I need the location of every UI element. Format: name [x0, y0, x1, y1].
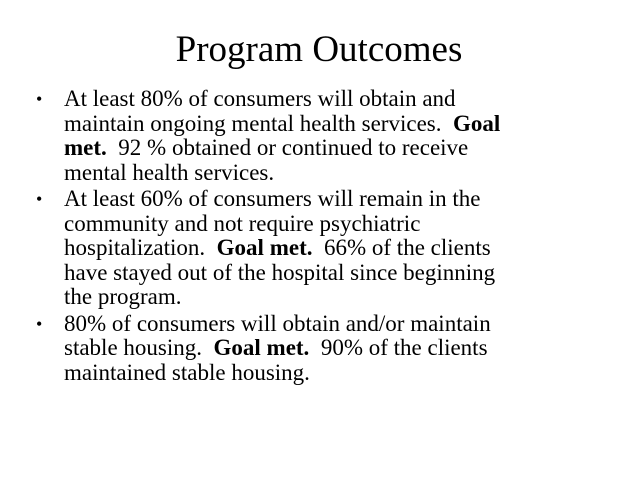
bullet-text: 90% of the clients: [309, 335, 488, 360]
bullet-text: maintained stable housing.: [64, 359, 310, 385]
bullet-text-bold: Goal: [452, 110, 501, 136]
bullet-text: stable housing.: [64, 335, 214, 360]
bullet-line: [64, 87, 616, 112]
bullet-text: 66% of the clients: [312, 235, 491, 260]
bullet-text-bold: Goal met.: [216, 235, 313, 260]
bullet-line: [64, 261, 616, 286]
bullet-text: hospitalization.: [64, 235, 217, 260]
bullet-item: [36, 187, 616, 310]
slide-title: Program Outcomes: [175, 29, 463, 70]
bullet-list: [36, 87, 616, 387]
bullet-line: [64, 212, 616, 237]
bullet-text: 92 % obtained or continued to receive: [106, 135, 469, 160]
bullet-text: 80% of consumers will obtain and/or maintain: [64, 310, 491, 336]
bullet-text: mental health services.: [64, 159, 275, 185]
bullet-text: community and not require psychiatric: [64, 210, 421, 236]
bullet-line: [64, 112, 616, 137]
bullet-line: [64, 236, 616, 261]
bullet-line: [64, 361, 616, 386]
bullet-item: [36, 312, 616, 386]
bullet-text: have stayed out of the hospital since beginning: [64, 259, 496, 285]
bullet-text-bold: Goal met.: [213, 335, 310, 360]
bullet-line: [64, 136, 616, 161]
bullet-item: [36, 87, 616, 185]
bullet-line: [64, 336, 616, 361]
bullet-text: At least 60% of consumers will remain in the: [64, 186, 481, 211]
bullet-line: [64, 312, 616, 337]
bullet-marker: •: [36, 89, 43, 109]
bullet-text-bold: met.: [64, 135, 107, 160]
bullet-marker: •: [36, 313, 43, 334]
bullet-line: [64, 187, 616, 212]
bullet-text: maintain ongoing mental health services.: [64, 110, 453, 136]
bullet-line: [64, 161, 616, 186]
bullet-text: At least 80% of consumers will obtain and: [64, 86, 456, 111]
bullet-line: [64, 285, 616, 310]
bullet-text: the program.: [64, 284, 182, 309]
bullet-marker: •: [36, 189, 43, 209]
